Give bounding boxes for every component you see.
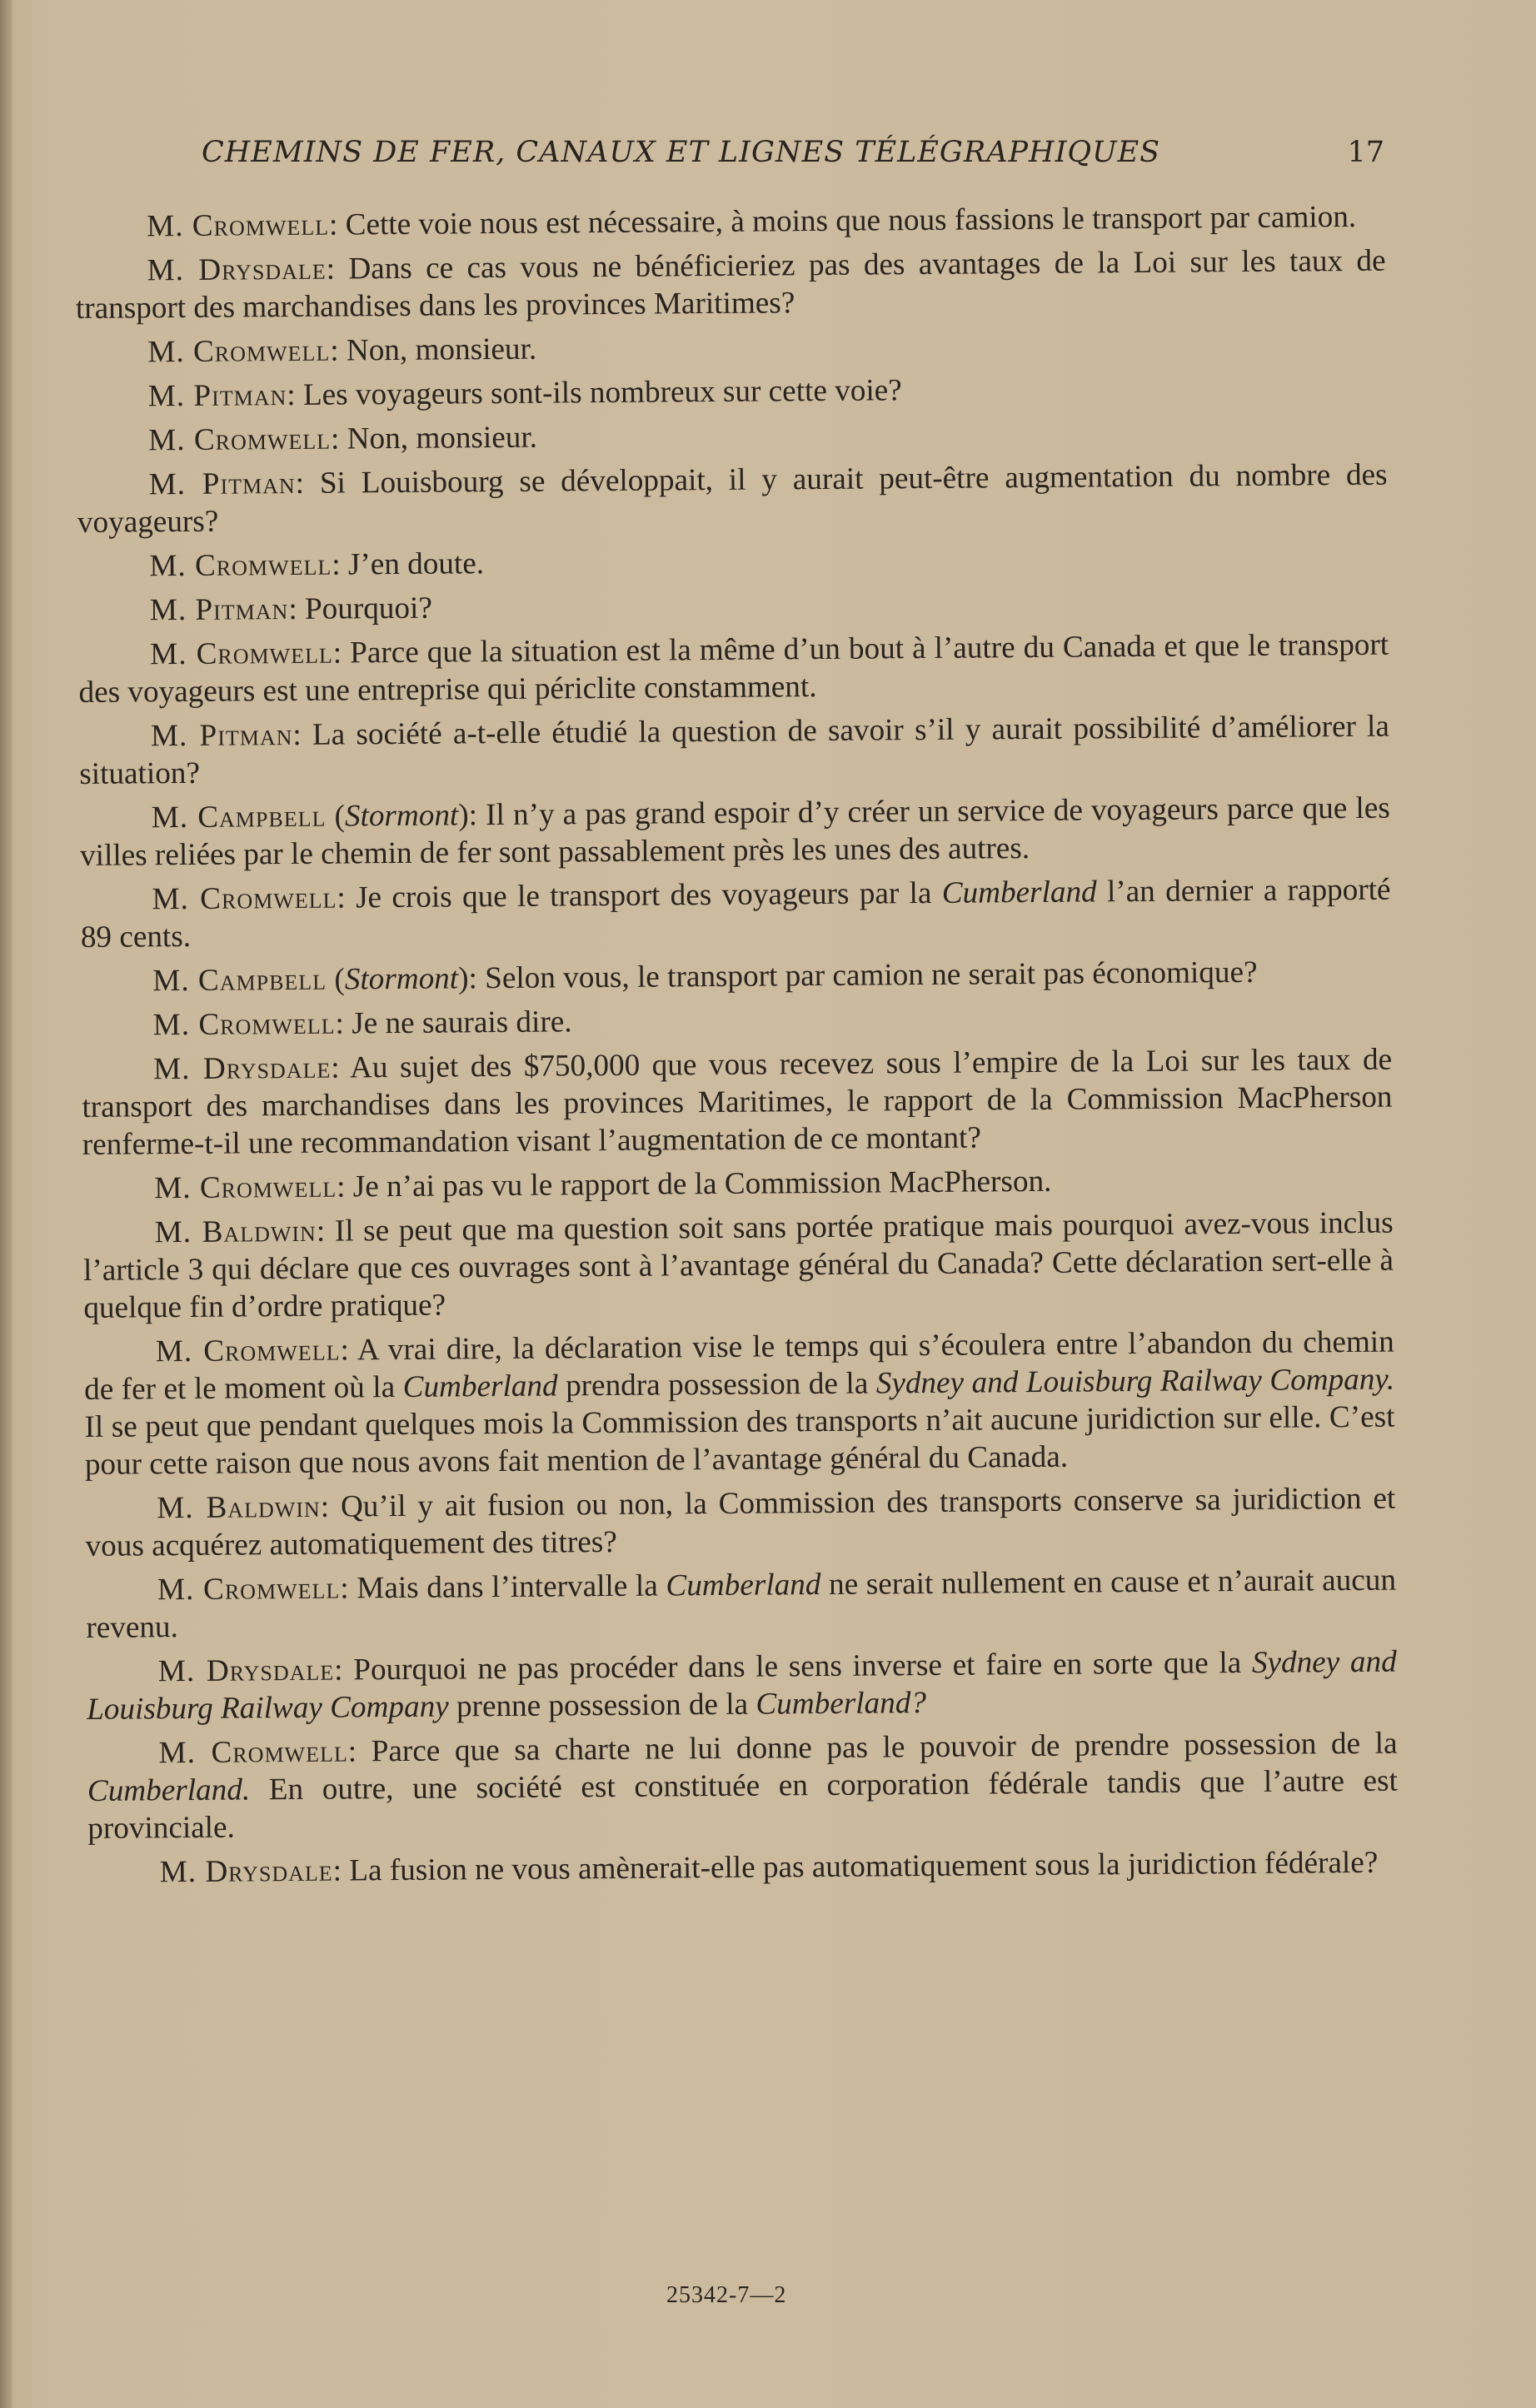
paragraph: M. Drysdale: Au sujet des $750,000 que vous recevez sous l’empire de la Loi sur les taux de transport des marchandises dans les provinces Maritimes, le rapport de la Commission MacPherson renferme-t-il une recommandation visant l’augmentation de ce montant? xyxy=(82,1042,1393,1162)
speaker: M. Campbell xyxy=(152,962,327,999)
paragraph: M. Drysdale: Dans ce cas vous ne bénéficieriez pas des avantages de la Loi sur les taux de transport des marchandises dans les provinces Maritimes? xyxy=(75,243,1386,326)
speaker: M. Cromwell xyxy=(152,1006,336,1043)
paragraph: M. Cromwell: Non, monsieur. xyxy=(148,420,538,458)
speaker: M. Drysdale xyxy=(147,252,327,288)
speaker: M. Cromwell xyxy=(158,1734,348,1771)
paragraph: M. Cromwell: A vrai dire, la déclaration vise le temps qui s’écoulera entre l’abandon du chemin de fer et le moment où la Cumberland prendra possession de la Sydney and Louisburg Railway Company. Il se peut que pendant quelques mois la Commission des transports n’ait aucune juridiction sur elle. C’est pour cette raison que nous avons fait mention de l’avantage général du Canada. xyxy=(83,1324,1395,1482)
speaker-riding: Stormont xyxy=(344,961,459,997)
paragraph: M. Campbell (Stormont): Il n’y a pas grand espoir d’y créer un service de voyageurs parce que les villes reliées par le chemin de fer sont passablement près les unes des autres. xyxy=(79,790,1390,873)
paragraph: M. Cromwell: Cette voie nous est nécessaire, à moins que nous fassions le transport par camion. xyxy=(147,199,1357,244)
speaker: M. Pitman xyxy=(148,466,296,502)
speaker: M. Cromwell xyxy=(148,421,332,458)
speaker: M. Pitman xyxy=(149,592,289,628)
paragraph: M. Drysdale: Pourquoi ne pas procéder dans le sens inverse et faire en sorte que la Sydney and Louisburg Railway Company prenne possession de la Cumberland? xyxy=(86,1644,1397,1727)
paragraph: M. Cromwell: Mais dans l’intervalle la Cumberland ne serait nullement en cause et n’aurait aucun revenu. xyxy=(86,1563,1397,1645)
page-header xyxy=(202,136,1384,177)
speaker: M. Cromwell xyxy=(150,636,334,672)
speaker: M. Pitman xyxy=(147,378,287,414)
speaker: M. Drysdale xyxy=(152,1050,332,1087)
speaker: M. Cromwell xyxy=(155,1333,341,1369)
paragraph: M. Pitman: Les voyageurs sont-ils nombreux sur cette voie? xyxy=(147,373,902,414)
speaker: M. Drysdale xyxy=(157,1653,335,1689)
paragraph: M. Cromwell: Parce que sa charte ne lui donne pas le pouvoir de prendre possession de la Cumberland. En outre, une société est constituée en corporation fédérale tandis que l’autre est provinciale. xyxy=(87,1726,1399,1846)
paragraph: M. Baldwin: Qu’il y ait fusion ou non, la Commission des transports conserve sa juridiction et vous acquérez automatiquement des titres? xyxy=(85,1481,1396,1563)
speaker: M. Drysdale xyxy=(159,1853,333,1890)
speaker-riding: Stormont xyxy=(344,798,459,834)
speaker: M. Campbell xyxy=(151,799,327,835)
running-title: CHEMINS DE FER, CANAUX ET LIGNES TÉLÉGRAPHIQUES xyxy=(202,136,1161,169)
speaker: M. Baldwin xyxy=(157,1489,321,1526)
paragraph: M. Drysdale: La fusion ne vous amènerait-elle pas automatiquement sous la juridiction fédérale? xyxy=(159,1845,1379,1890)
paragraph: M. Cromwell: Je n’ai pas vu le rapport de la Commission MacPherson. xyxy=(154,1164,1052,1206)
speaker: M. Cromwell xyxy=(149,547,332,584)
paragraph: M. Cromwell: Parce que la situation est la même d’un bout à l’autre du Canada et que le transport des voyageurs est une entreprise qui périclite constamment. xyxy=(78,627,1389,710)
paragraph: M. Pitman: Pourquoi? xyxy=(149,591,433,628)
speaker: M. Baldwin xyxy=(154,1214,317,1250)
paragraph: M. Campbell (Stormont): Selon vous, le transport par camion ne serait pas économique? xyxy=(152,955,1258,999)
paragraph: M. Pitman: Si Louisbourg se développait, il y aurait peut-être augmentation du nombre des voyageurs? xyxy=(77,457,1388,540)
paragraph: M. Cromwell: Je ne saurais dire. xyxy=(152,1005,572,1043)
paragraph: M. Cromwell: Non, monsieur. xyxy=(147,332,537,370)
page-edge xyxy=(0,0,12,2408)
speaker: M. Cromwell xyxy=(147,333,331,370)
paragraph: M. Baldwin: Il se peut que ma question soit sans portée pratique mais pourquoi avez-vous inclus l’article 3 qui déclare que ces ouvrages sont à l’avantage général du Canada? Cette déclaration sert-elle à quelque fin d’ordre pratique? xyxy=(82,1205,1394,1325)
speaker: M. Cromwell xyxy=(152,880,337,917)
speaker: M. Cromwell xyxy=(147,207,330,244)
speaker: M. Cromwell xyxy=(154,1169,337,1206)
paragraph: M. Pitman: La société a-t-elle étudié la question de savoir s’il y aurait possibilité d’améliorer la situation? xyxy=(79,709,1390,791)
speaker: M. Pitman xyxy=(150,717,293,754)
paragraph: M. Cromwell: J’en doute. xyxy=(149,546,485,584)
paragraph: M. Cromwell: Je crois que le transport des voyageurs par la Cumberland l’an dernier a rapporté 89 cents. xyxy=(80,872,1391,955)
printer-code: 25342-7—2 xyxy=(666,2282,787,2308)
page-number: 17 xyxy=(1347,136,1384,169)
transcript-body xyxy=(75,198,1399,1898)
speaker: M. Cromwell xyxy=(157,1571,341,1608)
